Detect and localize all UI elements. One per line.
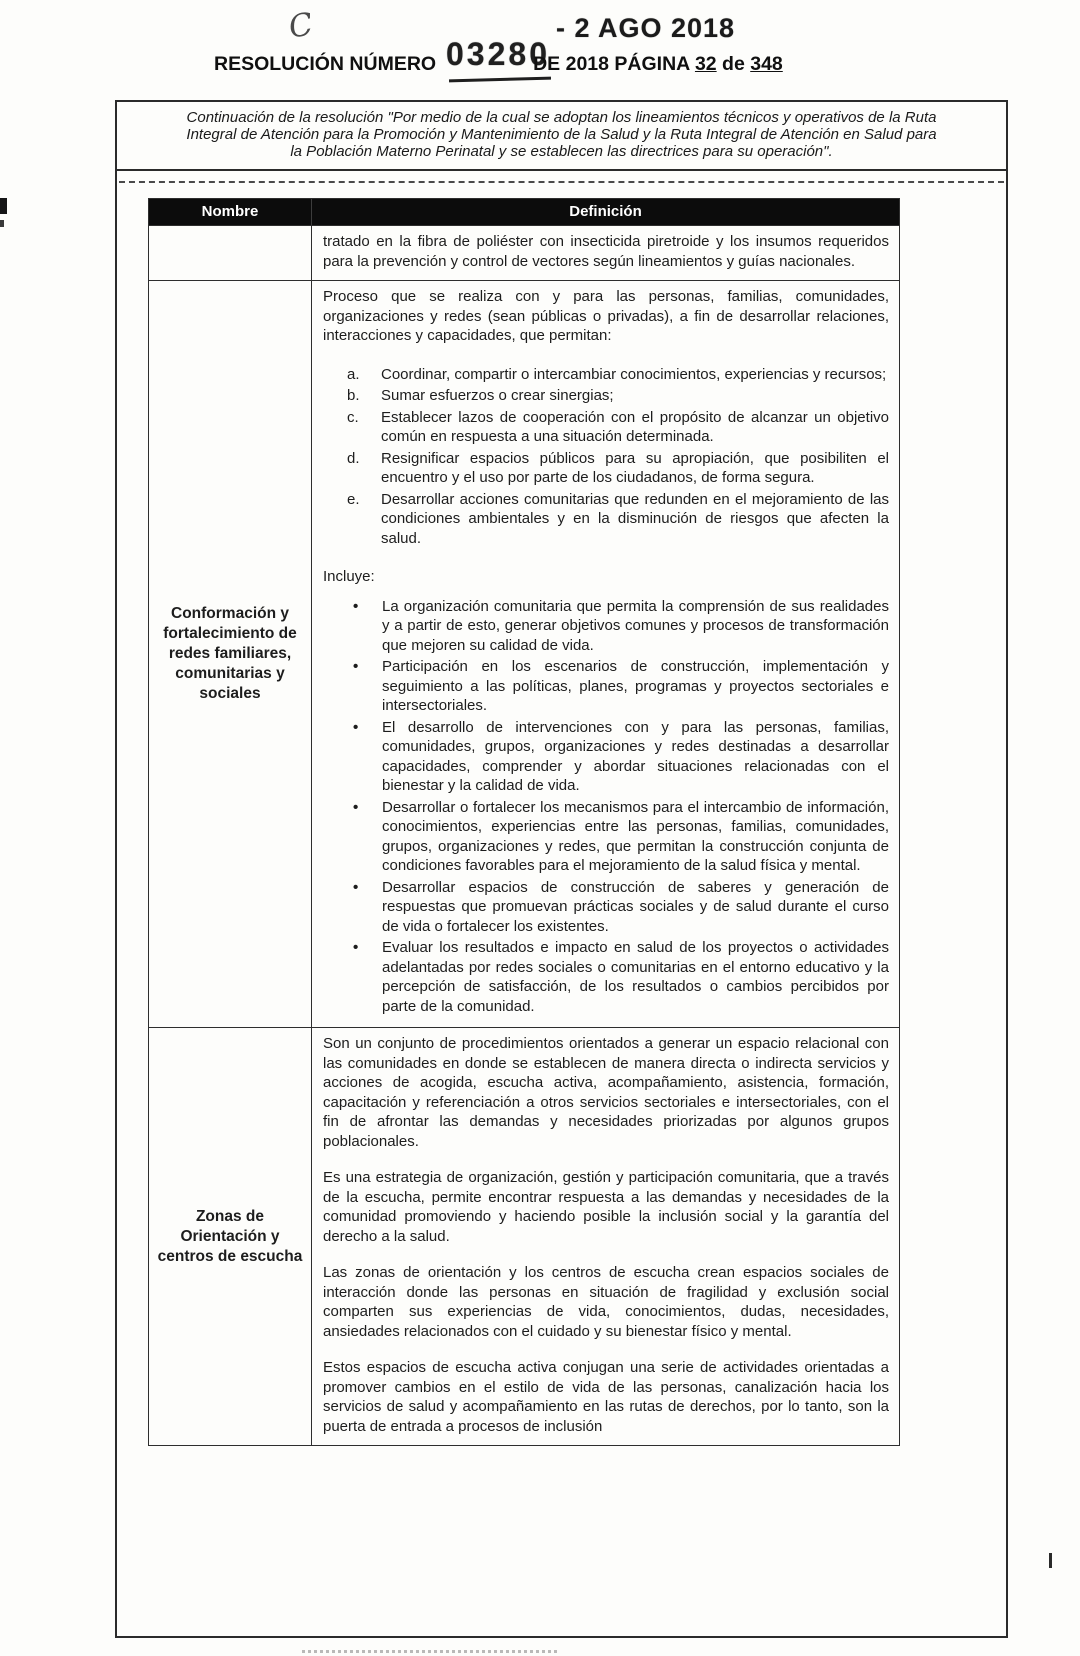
bullet-item-text: Desarrollar espacios de construcción de saberes y generación de respuestas que promuevan prácticas sociales y de salud durante el curso de vida o fortalecer los existentes. [382, 878, 889, 935]
row2-definition-cell [312, 281, 899, 1027]
lettered-item-label: e. [347, 490, 360, 508]
scan-artifact [1049, 1553, 1052, 1568]
resolution-mid: DE 2018 PÁGINA [533, 53, 695, 75]
resolution-title [214, 53, 783, 76]
bullet-item [353, 657, 889, 716]
table-row [149, 280, 899, 1027]
row3-definition-cell [312, 1028, 899, 1445]
table-header-definicion: Definición [312, 199, 899, 225]
lettered-item-label: d. [347, 449, 360, 467]
spacer [323, 550, 889, 567]
spacer [323, 1246, 889, 1263]
dashed-divider [119, 181, 1004, 183]
table-row [149, 1027, 899, 1445]
bullet-icon [353, 798, 382, 876]
table-header-nombre: Nombre [149, 199, 312, 225]
lettered-item-text: Coordinar, compartir o intercambiar conocimientos, experiencias y recursos; [381, 365, 887, 383]
bullet-icon [353, 938, 382, 1016]
bullet-item-text: La organización comunitaria que permita la comprensión de sus realidades y a partir de esto, generar objetivos comunes y procesos de transformación que mejoren su calidad de vida. [382, 597, 889, 654]
bullet-item [353, 798, 889, 876]
bullet-icon [353, 718, 382, 796]
bullet-item-text: Evaluar los resultados e impacto en salud de los proyectos o actividades adelantadas por redes sociales o comunitarias en el entorno educativo y la percepción de satisfacción, de los resultados o cambios percibidos por parte de la comunidad. [382, 939, 889, 1015]
bullet-icon [353, 657, 382, 716]
table-row [149, 225, 899, 280]
lettered-item-text: Establecer lazos de cooperación con el propósito de alcanzar un objetivo común en respuesta a una situación determinada. [381, 408, 889, 445]
bullet-item [353, 597, 889, 656]
spacer [323, 1151, 889, 1168]
handwritten-mark: C [286, 6, 316, 46]
total-pages: 348 [750, 53, 783, 75]
document-frame [115, 100, 1008, 1638]
row2-name-cell: Conformación y fortalecimiento de redes familiares, comunitarias y sociales [149, 281, 312, 1027]
bullet-item [353, 718, 889, 796]
bullet-item [353, 938, 889, 1016]
bullet-item [353, 878, 889, 937]
spacer [323, 587, 889, 595]
stamp-number: 03280 [446, 36, 550, 72]
bullet-item-text: Participación en los escenarios de construcción, implementación y seguimiento a las políticas, planes, programas y proyectos sectoriales e intersectoriales. [382, 658, 889, 714]
paragraph: Estos espacios de escucha activa conjugan una serie de actividades orientadas a promover cambios en el estilo de vida de las personas, canalización hacia los servicios de salud y acompañamiento en las rutas de derechos, por lo tanto, son la puerta de entrada a procesos de inclusión [323, 1359, 889, 1435]
row1-definition-cell [312, 226, 899, 280]
bullet-item-text: El desarrollo de intervenciones con y para las personas, familias, comunidades, grupos, organizaciones y redes destinadas a desarrollar capacidades, comprender y abordar situaciones relacionadas con el bienestar y la calidad de vida. [382, 718, 889, 794]
of-label: de [716, 53, 751, 75]
page-number: 32 [694, 53, 717, 75]
continuation-notice: Continuación de la resolución "Por medio de la cual se adoptan los lineamientos técnicos y operativos de la Ruta Integral de Atención para la Promoción y Mantenimiento de la Salud y la Ruta Integral de Atención en Salud para la Población Materno Perinatal y se establecen las directrices para su operación". [117, 102, 1006, 171]
row3-name-cell: Zonas de Orientación y centros de escucha [149, 1028, 312, 1445]
spacer [323, 1341, 889, 1358]
bullet-icon [353, 597, 382, 656]
bullet-icon [353, 878, 382, 937]
scan-artifact [0, 198, 7, 214]
date-stamp: - 2 AGO 2018 [556, 13, 736, 43]
lettered-item-text: Resignificar espacios públicos para su apropiación, que posibiliten el encuentro y el uso por parte de los ciudadanos, de forma segura. [381, 449, 889, 486]
lettered-item-text: Sumar esfuerzos o crear sinergias; [381, 387, 614, 404]
resolution-prefix: RESOLUCIÓN NÚMERO [214, 53, 437, 75]
lettered-item-label: b. [347, 387, 360, 404]
lettered-item [347, 365, 889, 385]
lettered-item-text: Desarrollar acciones comunitarias que redunden en el mejoramiento de las condiciones ambientales y en la disminución de riesgos que afecten la salud. [381, 490, 889, 547]
incluye-label: Incluye: [323, 568, 375, 585]
bullet-item-text: Desarrollar o fortalecer los mecanismos para el intercambio de información, conocimientos, experiencias entre las personas, familias, comunidades, grupos, organizaciones y redes, que permitan la construcción conjunta de condiciones favorables para el mejoramiento de la salud física y mental. [382, 798, 889, 874]
scan-artifact [0, 220, 4, 227]
lettered-item [347, 386, 889, 406]
row1-name-cell [149, 226, 312, 280]
lettered-item [347, 449, 889, 488]
paragraph: Proceso que se realiza con y para las personas, familias, comunidades, organizaciones y redes (sean públicas o privadas), a fin de desarrollar relaciones, interacciones y capacidades, que permitan: [323, 288, 889, 344]
paragraph: Es una estrategia de organización, gestión y participación comunitaria, que a través de la escucha, permite encontrar respuesta a las demandas y necesidades de la comunidad promoviendo y haciendo posible la inclusión social y la garantía del derecho a la salud. [323, 1169, 889, 1245]
lettered-item [347, 408, 889, 447]
paragraph: tratado en la fibra de poliéster con insecticida piretroide y los insumos requeridos para la prevención y control de vectores según lineamientos y guías nacionales. [323, 233, 889, 270]
lettered-item-label: a. [347, 365, 360, 383]
scan-artifact [302, 1650, 557, 1653]
spacer [323, 346, 889, 363]
table-header-row [149, 199, 899, 225]
lettered-item-label: c. [347, 408, 359, 426]
lettered-item [347, 490, 889, 549]
paragraph: Las zonas de orientación y los centros de escucha crean espacios sociales de interacción donde las personas en situación de fragilidad y exclusión social comparten sus experiencias de vida, conocimientos, dudas, necesidades, ansiedades relacionados con el cuidado y su bienestar físico y mental. [323, 1264, 889, 1340]
stamp-underline [449, 77, 551, 83]
definitions-table [148, 198, 900, 1446]
paragraph: Son un conjunto de procedimientos orientados a generar un espacio relacional con las comunidades en donde se establecen de manera directa o indirecta servicios y acciones de acogida, escucha activa, acompañamiento, asistencia, formación, capacitación y referenciación a otros servicios sectoriales e intersectoriales, con el fin de afrontar las demandas y necesidades priorizadas por algunos grupos poblacionales. [323, 1035, 889, 1150]
